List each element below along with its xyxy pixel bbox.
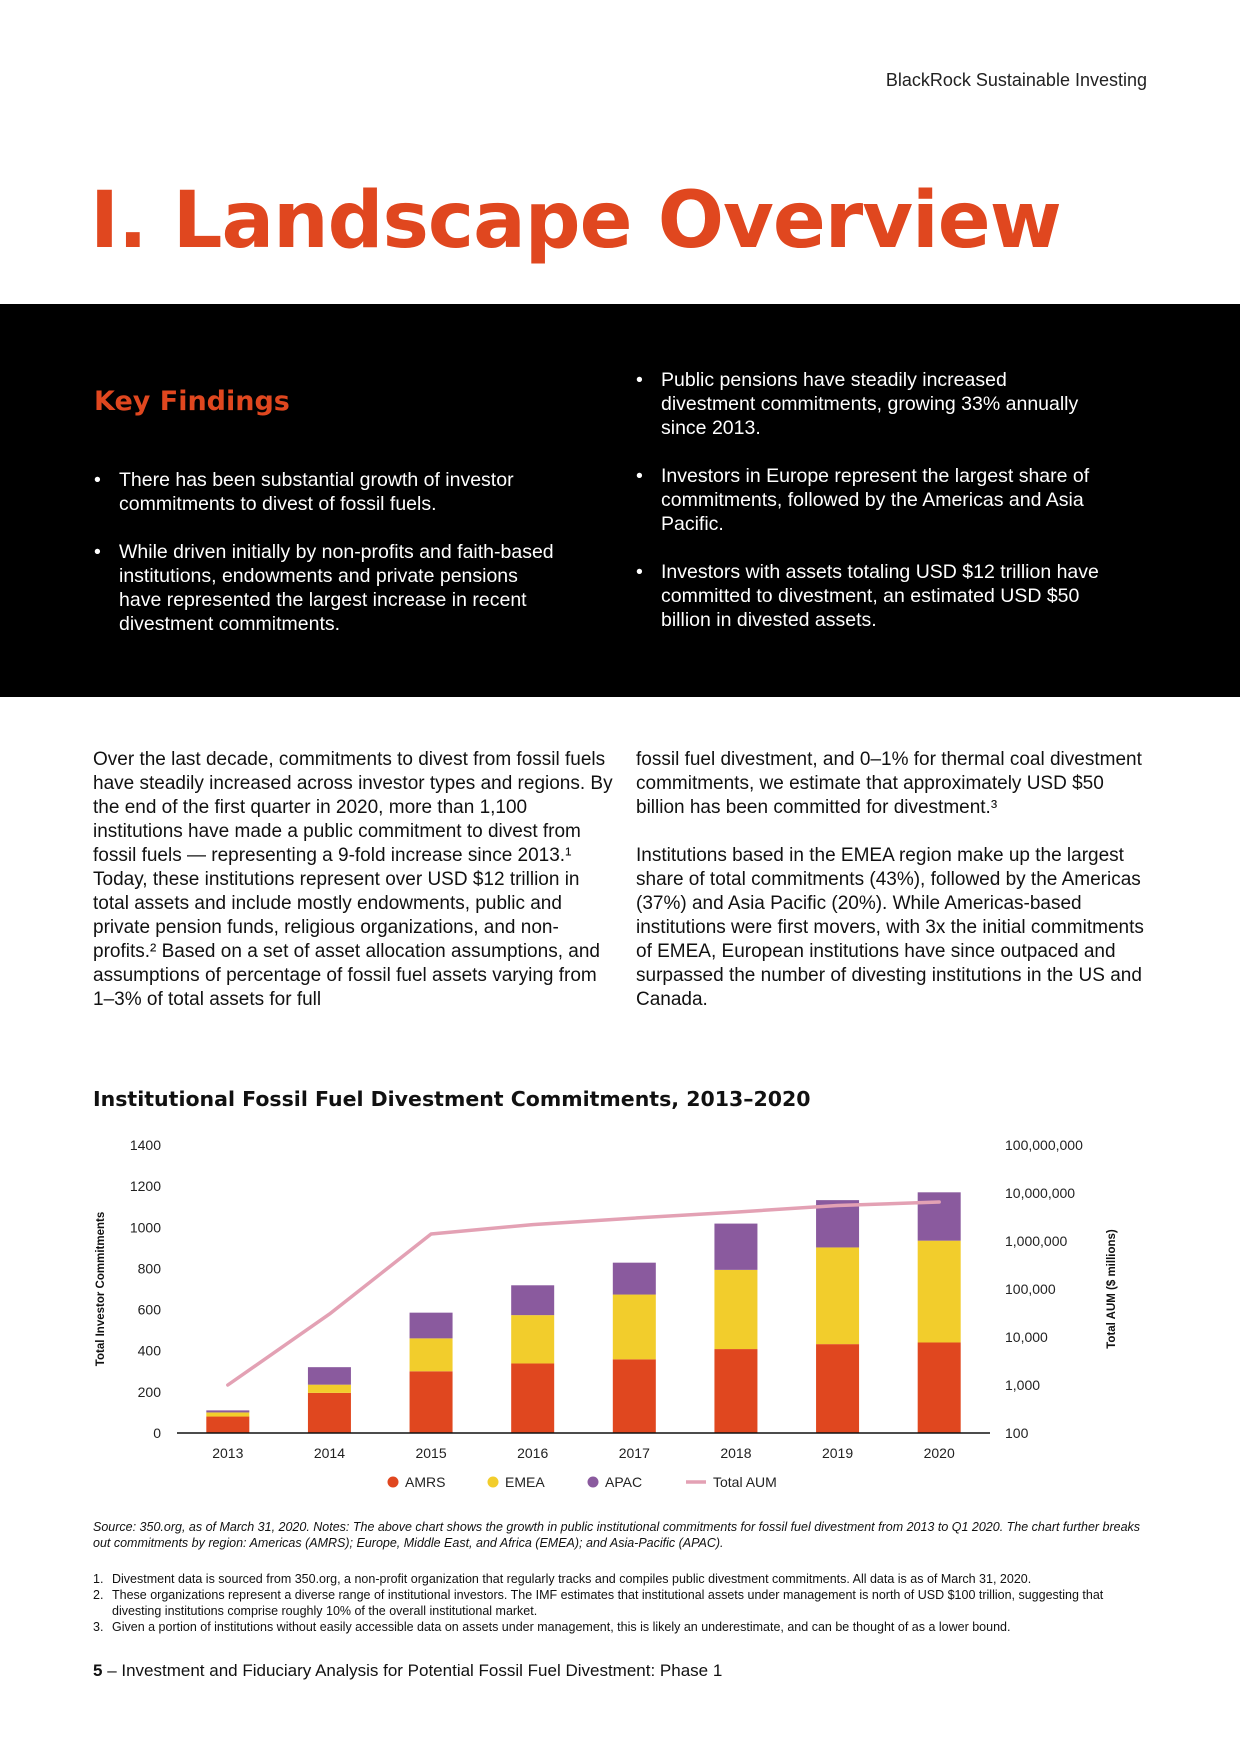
bar-segment-emea bbox=[613, 1295, 656, 1360]
y2-tick-label: 100,000 bbox=[1005, 1281, 1056, 1297]
y2-tick-label: 10,000,000 bbox=[1005, 1185, 1076, 1201]
key-findings-left-list bbox=[94, 468, 564, 660]
bar-segment-amrs bbox=[918, 1342, 961, 1433]
bar-segment-emea bbox=[308, 1385, 351, 1393]
y-tick-label: 1000 bbox=[129, 1219, 161, 1236]
x-tick-label: 2016 bbox=[517, 1445, 549, 1461]
finding-bullet: • Investors in Europe represent the largest share of commitments, followed by the Americas and Asia Pacific. bbox=[636, 464, 1106, 536]
x-tick-label: 2013 bbox=[212, 1445, 244, 1461]
legend-marker-emea bbox=[488, 1477, 499, 1488]
y-tick-label: 1400 bbox=[129, 1137, 161, 1153]
footnote-number: 1. bbox=[93, 1572, 104, 1586]
y-tick-label: 200 bbox=[137, 1383, 161, 1400]
divestment-chart bbox=[80, 1120, 1160, 1510]
footnote-number: 3. bbox=[93, 1620, 104, 1634]
y-tick-label: 400 bbox=[137, 1342, 161, 1359]
body-column-right bbox=[636, 748, 1156, 1036]
body-column-left bbox=[93, 748, 613, 1036]
y-tick-label: 1200 bbox=[129, 1178, 161, 1195]
body-paragraph: Institutions based in the EMEA region make up the largest share of total commitments (43%), followed by the Americas (37%) and Asia Pacific (20%). While Americas-based institutions were first movers, with 3x the initial commitments of EMEA, European institutions have since outpaced and surpassed the number of divesting institutions in the US and Canada. bbox=[636, 845, 1144, 1010]
y2-tick-label: 1,000 bbox=[1005, 1377, 1041, 1393]
body-paragraph: fossil fuel divestment, and 0–1% for thermal coal divestment commitments, we estimate that approximately USD $50 billion has been committed for divestment.³ bbox=[636, 749, 1142, 818]
bar-segment-apac bbox=[511, 1285, 554, 1315]
bar-segment-amrs bbox=[613, 1359, 656, 1433]
y2-axis-title: Total AUM ($ millions) bbox=[1106, 1229, 1118, 1349]
bar-segment-apac bbox=[308, 1367, 351, 1384]
finding-bullet: • There has been substantial growth of investor commitments to divest of fossil fuels. bbox=[94, 468, 564, 516]
page-title: I. Landscape Overview bbox=[90, 176, 1061, 266]
x-tick-label: 2017 bbox=[618, 1445, 650, 1461]
footnote bbox=[93, 1587, 1153, 1619]
finding-bullet: • Public pensions have steadily increased divestment commitments, growing 33% annually since 2013. bbox=[636, 368, 1106, 440]
footnote-number: 2. bbox=[93, 1588, 104, 1602]
bar-segment-emea bbox=[714, 1270, 757, 1349]
bar-segment-emea bbox=[918, 1241, 961, 1343]
footnote bbox=[93, 1571, 1153, 1587]
bar-segment-amrs bbox=[206, 1417, 249, 1433]
y2-tick-label: 100 bbox=[1005, 1425, 1029, 1441]
legend-label: EMEA bbox=[505, 1474, 545, 1490]
bar-segment-amrs bbox=[511, 1363, 554, 1433]
header-brand: BlackRock Sustainable Investing bbox=[885, 70, 1147, 90]
footnote-text: Given a portion of institutions without easily accessible data on assets under management, this is likely an underestimate, and can be thought of as a lower bound. bbox=[112, 1620, 1011, 1634]
bar-segment-apac bbox=[410, 1313, 453, 1339]
legend-label: Total AUM bbox=[713, 1474, 777, 1490]
y2-tick-label: 1,000,000 bbox=[1005, 1233, 1068, 1249]
chart-title: Institutional Fossil Fuel Divestment Commitments, 2013–2020 bbox=[93, 1087, 811, 1111]
bar-segment-apac bbox=[613, 1263, 656, 1295]
page-number: 5 bbox=[93, 1661, 103, 1680]
footnotes bbox=[93, 1571, 1153, 1635]
key-findings-right-list bbox=[636, 368, 1106, 656]
x-tick-label: 2015 bbox=[415, 1445, 447, 1461]
body-paragraph: Over the last decade, commitments to divest from fossil fuels have steadily increased across investor types and regions. By the end of the first quarter in 2020, more than 1,100 institutions have made a public commitment to divest from fossil fuels — representing a 9-fold increase since 2013.¹ Today, these institutions represent over USD $12 trillion in total assets and include mostly endowments, public and private pension funds, religious organizations, and non-profits.² Based on a set of asset allocation assumptions, and assumptions of percentage of fossil fuel assets varying from 1–3% of total assets for full bbox=[93, 749, 613, 1010]
x-tick-label: 2014 bbox=[313, 1445, 346, 1461]
y-tick-label: 600 bbox=[137, 1301, 161, 1318]
legend-label: AMRS bbox=[405, 1474, 446, 1490]
x-tick-label: 2019 bbox=[821, 1445, 854, 1461]
bar-segment-emea bbox=[206, 1412, 249, 1416]
bar-segment-emea bbox=[410, 1338, 453, 1371]
y2-tick-label: 100,000,000 bbox=[1005, 1137, 1083, 1153]
bar-segment-emea bbox=[816, 1247, 859, 1344]
key-findings-heading: Key Findings bbox=[94, 386, 290, 417]
bar-segment-amrs bbox=[410, 1371, 453, 1433]
bar-segment-amrs bbox=[308, 1393, 351, 1433]
page-footer bbox=[93, 1661, 722, 1681]
key-findings-panel bbox=[0, 304, 1240, 697]
bar-segment-apac bbox=[714, 1224, 757, 1270]
x-tick-label: 2018 bbox=[720, 1445, 752, 1461]
bar-segment-amrs bbox=[714, 1349, 757, 1433]
footnote-text: These organizations represent a diverse range of institutional investors. The IMF estimates that institutional assets under management is north of USD $100 trillion, suggesting that divesting institutions comprise roughly 10% of the overall institutional market. bbox=[112, 1588, 1104, 1618]
bar-segment-apac bbox=[206, 1410, 249, 1412]
y2-tick-label: 10,000 bbox=[1005, 1329, 1048, 1345]
bar-segment-amrs bbox=[816, 1344, 859, 1433]
footnote-text: Divestment data is sourced from 350.org, a non-profit organization that regularly tracks and compiles public divestment commitments. All data is as of March 31, 2020. bbox=[112, 1572, 1032, 1586]
source-note: Source: 350.org, as of March 31, 2020. Notes: The above chart shows the growth in public institutional commitments for fossil fuel divestment from 2013 to Q1 2020. The chart further breaks out commitments by region: Americas (AMRS); Europe, Middle East, and Africa (EMEA); and Asia-Pacific (APAC). bbox=[93, 1520, 1141, 1550]
y-tick-label: 800 bbox=[137, 1260, 161, 1277]
bar-segment-emea bbox=[511, 1315, 554, 1363]
bar-segment-apac bbox=[918, 1192, 961, 1240]
x-tick-label: 2020 bbox=[923, 1445, 955, 1461]
y-axis-title: Total Investor Commitments bbox=[95, 1211, 107, 1367]
legend-label: APAC bbox=[605, 1474, 643, 1490]
legend-marker-apac bbox=[588, 1477, 599, 1488]
finding-bullet: • Investors with assets totaling USD $12 trillion have committed to divestment, an estimated USD $50 billion in divested assets. bbox=[636, 560, 1106, 632]
footer-text: – Investment and Fiduciary Analysis for Potential Fossil Fuel Divestment: Phase 1 bbox=[102, 1661, 723, 1680]
finding-bullet: • While driven initially by non-profits and faith-based institutions, endowments and private pensions have represented the largest increase in recent divestment commitments. bbox=[94, 540, 564, 636]
footnote bbox=[93, 1619, 1153, 1635]
legend-marker-amrs bbox=[388, 1477, 399, 1488]
y-tick-label: 0 bbox=[153, 1425, 161, 1441]
